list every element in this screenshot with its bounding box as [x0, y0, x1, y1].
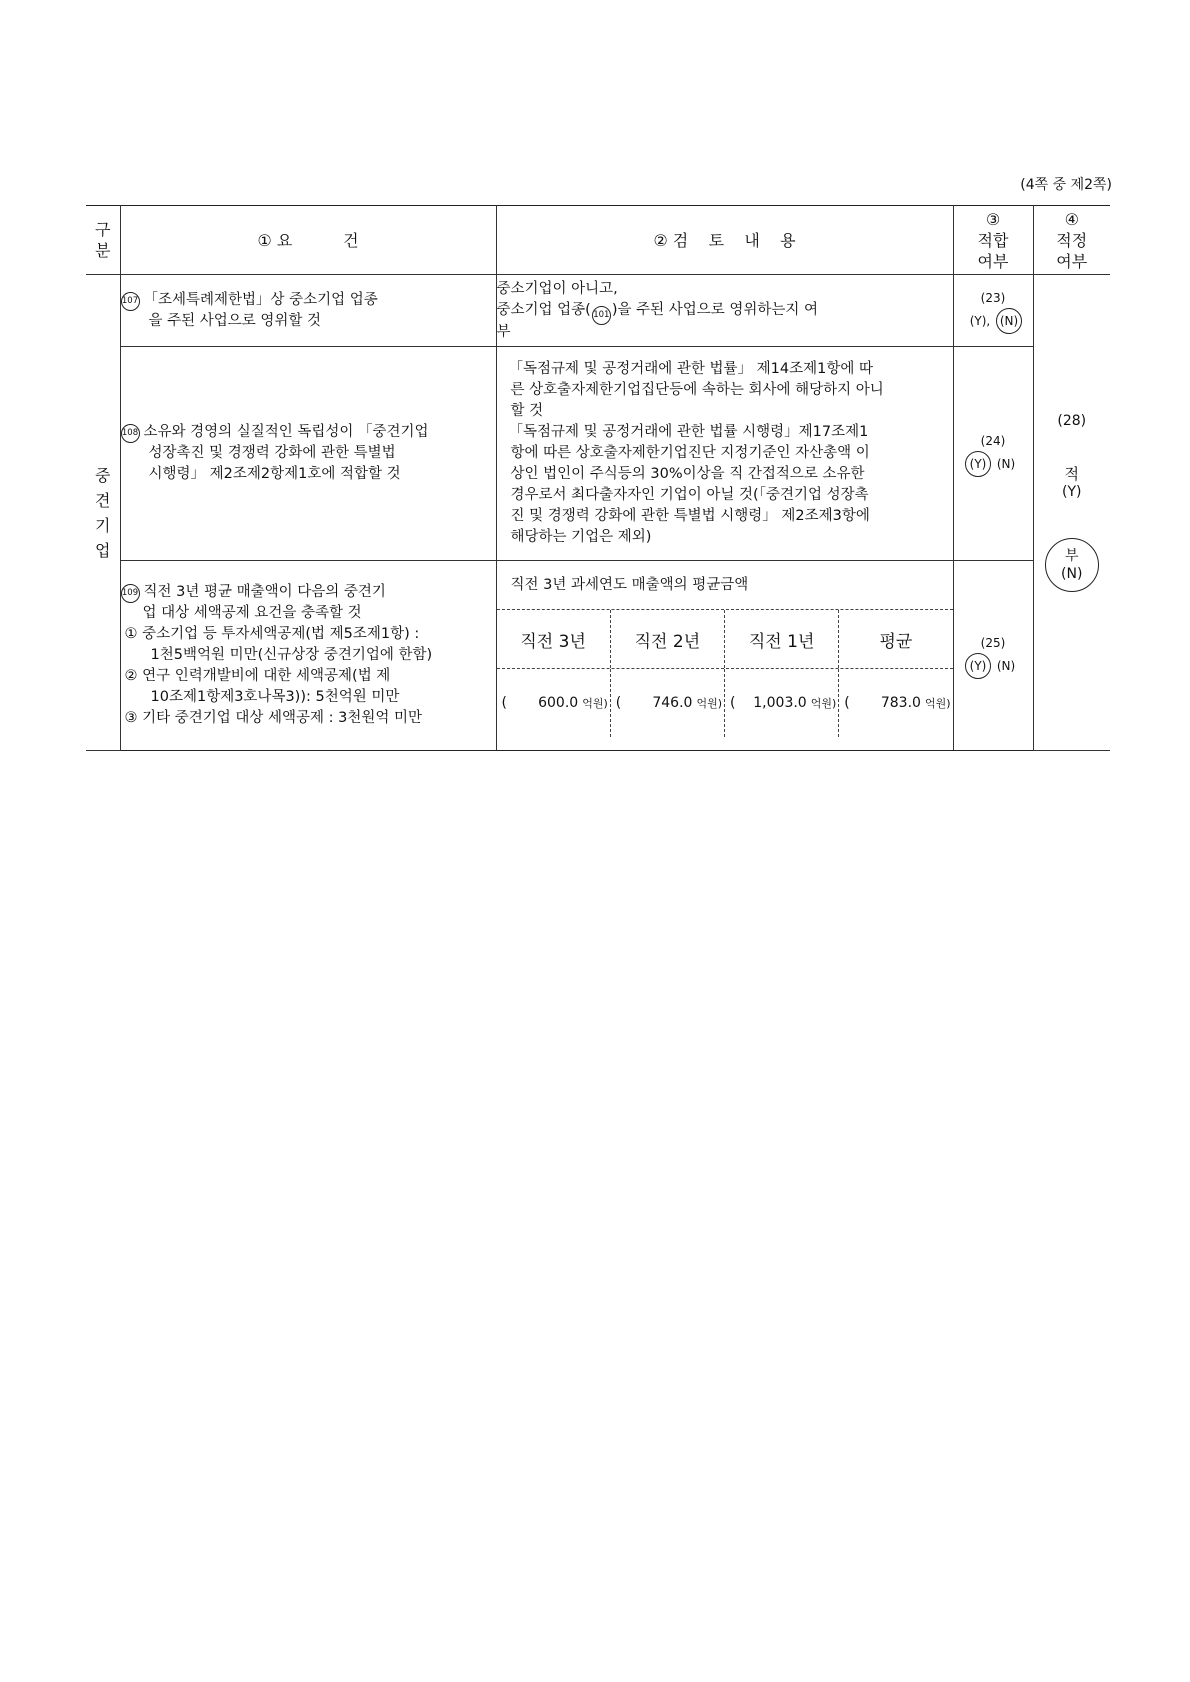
review-108-line: 「독점규제 및 공정거래에 관한 법률 시행령」제17조제1 — [508, 424, 869, 440]
requirement-109-line2: 업 대상 세액공제 요건을 충족할 것 — [142, 605, 362, 621]
fit-108-code: (24) — [980, 433, 1006, 448]
sales-value: 600.0 — [538, 695, 579, 711]
header-fit-label: 적합 여부 — [977, 230, 1009, 271]
final-yes-code: (Y) — [1062, 484, 1082, 500]
review-108-line: 상인 법인이 주식등의 30%이상을 직 간접적으로 소유한 — [510, 466, 865, 482]
fit-109-no: (N) — [996, 658, 1016, 673]
review-108 — [496, 347, 953, 561]
review-107-line1: 중소기업이 아니고, — [496, 280, 618, 297]
fit-109-yes-selected: (Y) — [965, 653, 991, 679]
review-108-line: 진 및 경쟁력 강화에 관한 특별법 시행령」 제2조제3항에 — [510, 508, 870, 524]
final-code: (28) — [1057, 413, 1087, 429]
requirement-108-line3: 시행령」 제2조제2항제1호에 적합할 것 — [148, 466, 401, 482]
fit-107-yes: (Y), — [969, 313, 991, 328]
requirement-109-item2: ② 연구 인력개발비에 대한 세액공제(법 제 — [124, 668, 391, 684]
final-no-selected — [1045, 538, 1099, 592]
sales-values — [497, 669, 953, 737]
review-107-line3: 부 — [496, 323, 511, 340]
category-cell: 중 견 기 업 — [86, 275, 120, 751]
header-final — [1033, 206, 1110, 275]
row-108 — [86, 347, 1110, 561]
sales-col-header: 직전 3년 — [520, 631, 586, 652]
fit-107-code: (23) — [980, 290, 1006, 305]
requirement-107-line2: 을 주된 사업으로 영위할 것 — [148, 312, 322, 329]
row-109 — [86, 561, 1110, 751]
requirement-108-line1: 소유와 경영의 실질적인 독립성이 「중견기업 — [143, 424, 429, 440]
circled-number-108: 108 — [121, 424, 140, 443]
requirement-109-item1-cont: 1천5백억원 미만(신규상장 중견기업에 한함) — [150, 647, 433, 663]
circled-number-109: 109 — [121, 584, 140, 603]
requirement-109-item3: ③ 기타 중견기업 대상 세액공제 : 3천원억 미만 — [124, 710, 422, 726]
header-requirement: ① 요 건 — [120, 206, 496, 275]
sales-value-cell: ( 783.0 억원) — [838, 669, 952, 737]
circled-number-107: 107 — [121, 292, 140, 311]
circled-number-101: 101 — [592, 306, 611, 325]
sales-col-header: 직전 2년 — [610, 610, 724, 668]
final-no-label: 부 — [1064, 548, 1079, 564]
sales-year-headers — [497, 609, 953, 669]
requirement-109-line1: 직전 3년 평균 매출액이 다음의 중견기 — [143, 584, 386, 600]
mid-sized-enterprise-review-table — [86, 205, 1110, 751]
header-row — [86, 206, 1110, 275]
review-108-line: 항에 따른 상호출자제한기업진단 지정기준인 자산총액 이 — [510, 445, 870, 461]
sales-col-header: 직전 1년 — [724, 610, 838, 668]
requirement-109-item2-cont: 10조제1항제3호나목3)): 5천억원 미만 — [150, 689, 400, 705]
requirement-108 — [120, 347, 496, 561]
header-final-label: 적정 여부 — [1056, 230, 1088, 271]
requirement-107 — [120, 275, 496, 347]
average-sales-title: 직전 3년 과세연도 매출액의 평균금액 — [510, 577, 749, 593]
fit-108 — [953, 347, 1033, 561]
fit-108-yes-selected: (Y) — [965, 451, 991, 477]
header-category: 구 분 — [86, 206, 120, 275]
review-108-line: 할 것 — [510, 403, 544, 419]
requirement-109 — [120, 561, 496, 751]
row-107 — [86, 275, 1110, 347]
sales-col-header: 평균 — [838, 610, 952, 668]
fit-107-no-selected: (N) — [996, 308, 1022, 334]
final-no-code: (N) — [1061, 566, 1083, 582]
requirement-108-line2: 성장촉진 및 경쟁력 강화에 관한 특별법 — [148, 445, 396, 461]
header-fit — [953, 206, 1033, 275]
sales-value-cell: ( 1,003.0 억원) — [724, 669, 838, 737]
review-109 — [496, 561, 953, 751]
requirement-109-item1: ① 중소기업 등 투자세액공제(법 제5조제1항) : — [124, 626, 420, 642]
sales-value: 1,003.0 — [753, 695, 807, 711]
header-fit-number: ③ — [985, 209, 1001, 229]
fit-109 — [953, 561, 1033, 751]
final-yes-label: 적 — [1064, 465, 1079, 483]
review-108-line: 경우로서 최다출자자인 기업이 아닐 것(「중견기업 성장촉 — [510, 487, 869, 503]
review-108-line: 른 상호출자제한기업집단등에 속하는 회사에 해당하지 아니 — [510, 382, 884, 398]
review-108-line: 「독점규제 및 공정거래에 관한 법률」 제14조제1항에 따 — [508, 361, 873, 377]
page-number: (4쪽 중 제2쪽) — [1020, 177, 1112, 193]
review-108-line: 해당하는 기업은 제외) — [510, 529, 652, 545]
fit-109-code: (25) — [980, 635, 1006, 650]
header-final-number: ④ — [1064, 209, 1079, 229]
sales-value: 783.0 — [880, 695, 921, 711]
fit-107 — [953, 275, 1033, 347]
fit-108-no: (N) — [996, 456, 1016, 471]
final-judgment — [1033, 275, 1110, 751]
requirement-107-line1: 「조세특례제한법」상 중소기업 업종 — [143, 291, 378, 308]
sales-value-cell: ( 746.0 억원) — [610, 669, 724, 737]
header-review: ② 검 토 내 용 — [496, 206, 953, 275]
review-107 — [496, 275, 953, 347]
sales-value-cell: ( 600.0 억원) — [501, 695, 608, 711]
sales-value: 746.0 — [652, 695, 693, 711]
review-107-line2: 중소기업 업종( 101 )을 주된 사업으로 영위하는지 여 — [497, 300, 953, 322]
